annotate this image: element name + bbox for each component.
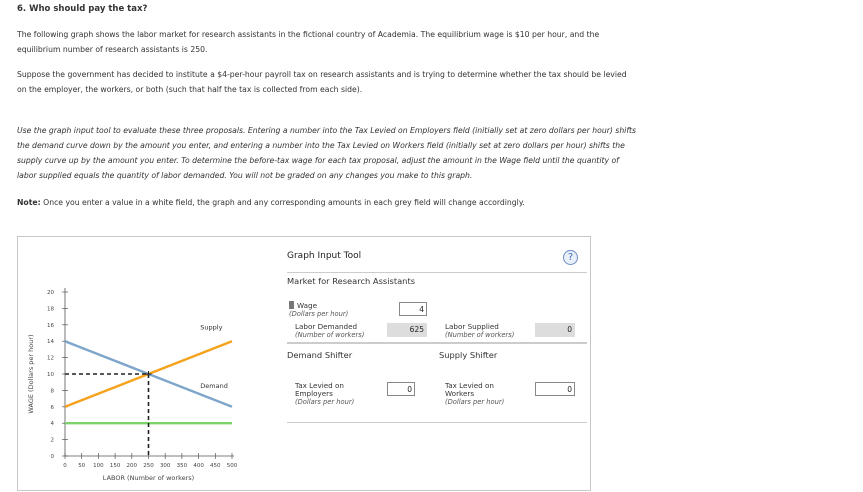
question-title: 6. Who should pay the tax? [17, 4, 148, 14]
labor-demanded-label: Labor Demanded (Number of workers) [295, 322, 365, 339]
y-tick-label: 8 [50, 388, 54, 395]
input-panel [287, 237, 592, 492]
demand-curve-label: Demand [200, 381, 228, 390]
wage-input[interactable] [399, 302, 427, 316]
y-tick-label: 20 [47, 290, 54, 296]
x-tick-label: 400 [193, 463, 204, 469]
market-section [287, 273, 587, 343]
y-tick-label: 14 [47, 339, 54, 346]
employer-tax-input[interactable] [387, 382, 415, 396]
y-tick-label: 2 [50, 437, 54, 444]
y-tick-label: 10 [47, 372, 54, 378]
wage-label: Wage (Dollars per hour) [289, 301, 349, 318]
market-title: Market for Research Assistants [287, 276, 416, 286]
note-label: Note: [17, 198, 41, 207]
x-tick-label: 300 [159, 463, 171, 469]
y-tick-label: 18 [47, 306, 54, 313]
y-axis-label: WAGE (Dollars per hour) [27, 334, 35, 414]
x-tick-label: 0 [63, 463, 67, 469]
note-text: Once you enter a value in a white field, the graph and any corresponding amounts in each grey field will change accordingly. [43, 198, 525, 207]
instructions-paragraph: Use the graph input tool to evaluate these three proposals. Entering a number into the Tax Levied on Employers field (initially set at zero dollars per hour) shifts the demand curve down by the amount you enter, and entering a number into the Tax Levied on Workers field (initially set at zero dollars per hour) shifts the supply curve up by the amount you enter. To determine the before-tax wage for each tax proposal, adjust the amount in the Wage field until the quantity of labor supplied equals the quantity of labor demanded. You will not be graded on any changes you make to this graph. [17, 126, 637, 180]
tool-header [287, 247, 587, 273]
y-tick-label: 4 [50, 421, 54, 428]
worker-tax-label: Tax Levied on Workers (Dollars per hour) [445, 381, 505, 406]
y-tick-label: 0 [50, 454, 54, 460]
proposal-paragraph: Suppose the government has decided to institute a $4-per-hour payroll tax on research assistants and is trying to determine whether the tax should be levied on the employer, the workers, or both (such that half the tax is collected from each side). [17, 70, 627, 94]
intro-paragraph: The following graph shows the labor market for research assistants in the fictional country of Academia. The equilibrium wage is $10 per hour, and the equilibrium number of research assistants is 250. [17, 30, 600, 54]
graph-input-tool [17, 236, 591, 491]
y-tick-label: 12 [47, 355, 54, 362]
x-tick-label: 200 [126, 463, 138, 469]
y-tick-label: 6 [50, 404, 54, 411]
labor-market-chart[interactable] [18, 237, 258, 492]
supply-curve-label: Supply [200, 323, 223, 332]
x-axis-label: LABOR (Number of workers) [102, 474, 195, 482]
x-tick-label: 450 [210, 463, 221, 469]
x-tick-label: 150 [109, 463, 121, 469]
tool-title: Graph Input Tool [287, 251, 362, 261]
y-tick-label: 16 [47, 322, 54, 329]
demand-shifter-title: Demand Shifter [287, 350, 353, 360]
x-tick-label: 100 [93, 463, 104, 469]
labor-demanded-value: 625 [387, 323, 427, 337]
x-tick-label: 250 [143, 463, 154, 469]
labor-supplied-label: Labor Supplied (Number of workers) [445, 322, 515, 339]
x-tick-label: 350 [176, 463, 188, 469]
worker-tax-input[interactable] [535, 382, 575, 396]
wage-swatch-icon [289, 301, 294, 309]
x-tick-label: 500 [226, 463, 238, 469]
labor-supplied-value: 0 [535, 323, 575, 337]
supply-shifter-title: Supply Shifter [439, 350, 498, 360]
question-mark-icon[interactable]: ? [563, 250, 578, 265]
note-paragraph [17, 195, 637, 210]
x-tick-label: 50 [78, 463, 86, 469]
shifter-section [287, 343, 587, 423]
employer-tax-label: Tax Levied on Employers (Dollars per hour) [295, 381, 355, 406]
